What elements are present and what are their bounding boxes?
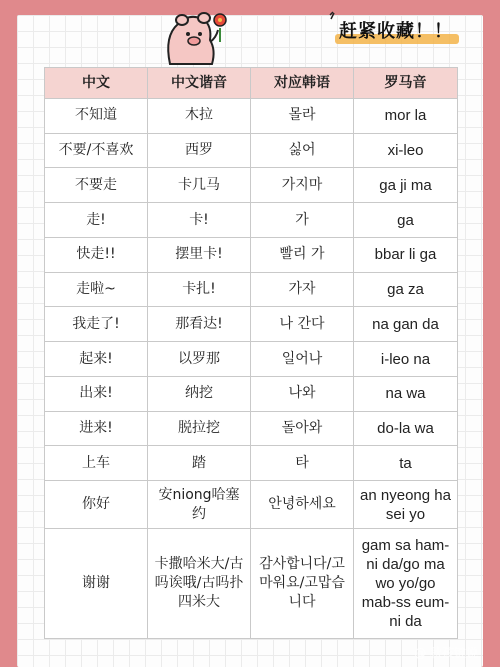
table-row <box>45 342 458 377</box>
table-row <box>45 307 458 342</box>
cell-romanization: ta <box>354 446 458 481</box>
cell-romanization: gam sa ham-ni da/go ma wo yo/go mab-ss eum-ni da <box>354 529 458 639</box>
cell-korean: 싫어 <box>251 133 354 168</box>
watermark: @ 秋孩键说 <box>414 646 478 660</box>
vocabulary-table <box>44 67 458 639</box>
cell-romanization: bbar li ga <box>354 237 458 272</box>
save-reminder-sticker <box>339 17 453 43</box>
cell-korean: 가 <box>251 203 354 238</box>
cell-romanization: i-leo na <box>354 342 458 377</box>
table-row <box>45 481 458 529</box>
cell-chinese: 不知道 <box>45 99 148 134</box>
cell-homophone: 木拉 <box>148 99 251 134</box>
cell-korean: 빨리 가 <box>251 237 354 272</box>
cell-homophone: 踏 <box>148 446 251 481</box>
cell-korean: 나와 <box>251 376 354 411</box>
cell-chinese: 你好 <box>45 481 148 529</box>
cell-romanization: do-la wa <box>354 411 458 446</box>
table-row <box>45 203 458 238</box>
cell-korean: 감사합니다/고마워요/고맙습니다 <box>251 529 354 639</box>
cell-chinese: 走! <box>45 203 148 238</box>
cell-homophone: 那看达! <box>148 307 251 342</box>
pig-mascot-icon <box>160 6 240 66</box>
cell-chinese: 快走!! <box>45 237 148 272</box>
cell-korean: 일어나 <box>251 342 354 377</box>
cell-homophone: 安niong哈塞约 <box>148 481 251 529</box>
table-row <box>45 168 458 203</box>
cell-homophone: 西罗 <box>148 133 251 168</box>
cell-romanization: mor la <box>354 99 458 134</box>
cell-romanization: ga <box>354 203 458 238</box>
sticker-text: 赶紧收藏！！ <box>339 21 453 42</box>
cell-romanization: an nyeong ha sei yo <box>354 481 458 529</box>
cell-romanization: na wa <box>354 376 458 411</box>
table-row <box>45 446 458 481</box>
cell-korean: 안녕하세요 <box>251 481 354 529</box>
cell-homophone: 纳挖 <box>148 376 251 411</box>
cell-korean: 타 <box>251 446 354 481</box>
cell-korean: 가지마 <box>251 168 354 203</box>
cell-romanization: na gan da <box>354 307 458 342</box>
table-row <box>45 272 458 307</box>
cell-chinese: 谢谢 <box>45 529 148 639</box>
header-korean: 对应韩语 <box>251 68 354 99</box>
cell-chinese: 起来! <box>45 342 148 377</box>
cell-homophone: 脱拉挖 <box>148 411 251 446</box>
cell-chinese: 上车 <box>45 446 148 481</box>
header-homophone: 中文谐音 <box>148 68 251 99</box>
table-row <box>45 411 458 446</box>
table-row <box>45 529 458 639</box>
cell-homophone: 卡扎! <box>148 272 251 307</box>
cell-romanization: xi-leo <box>354 133 458 168</box>
cell-homophone: 以罗那 <box>148 342 251 377</box>
cell-romanization: ga za <box>354 272 458 307</box>
cell-korean: 몰라 <box>251 99 354 134</box>
cell-homophone: 摆里卡! <box>148 237 251 272</box>
cell-korean: 가자 <box>251 272 354 307</box>
cell-chinese: 我走了! <box>45 307 148 342</box>
cell-korean: 돌아와 <box>251 411 354 446</box>
cell-chinese: 不要/不喜欢 <box>45 133 148 168</box>
cell-romanization: ga ji ma <box>354 168 458 203</box>
cell-homophone: 卡撒哈米大/古吗诶哦/古吗扑四米大 <box>148 529 251 639</box>
header-chinese: 中文 <box>45 68 148 99</box>
cell-homophone: 卡几马 <box>148 168 251 203</box>
header-romanization: 罗马音 <box>354 68 458 99</box>
cell-korean: 나 간다 <box>251 307 354 342</box>
cell-chinese: 不要走 <box>45 168 148 203</box>
cell-chinese: 出来! <box>45 376 148 411</box>
table-header-row <box>45 68 458 99</box>
cell-homophone: 卡! <box>148 203 251 238</box>
table-row <box>45 99 458 134</box>
sparkle-icon <box>329 11 339 21</box>
table-row <box>45 237 458 272</box>
table-row <box>45 376 458 411</box>
cell-chinese: 走啦~ <box>45 272 148 307</box>
cell-chinese: 进来! <box>45 411 148 446</box>
table-row <box>45 133 458 168</box>
